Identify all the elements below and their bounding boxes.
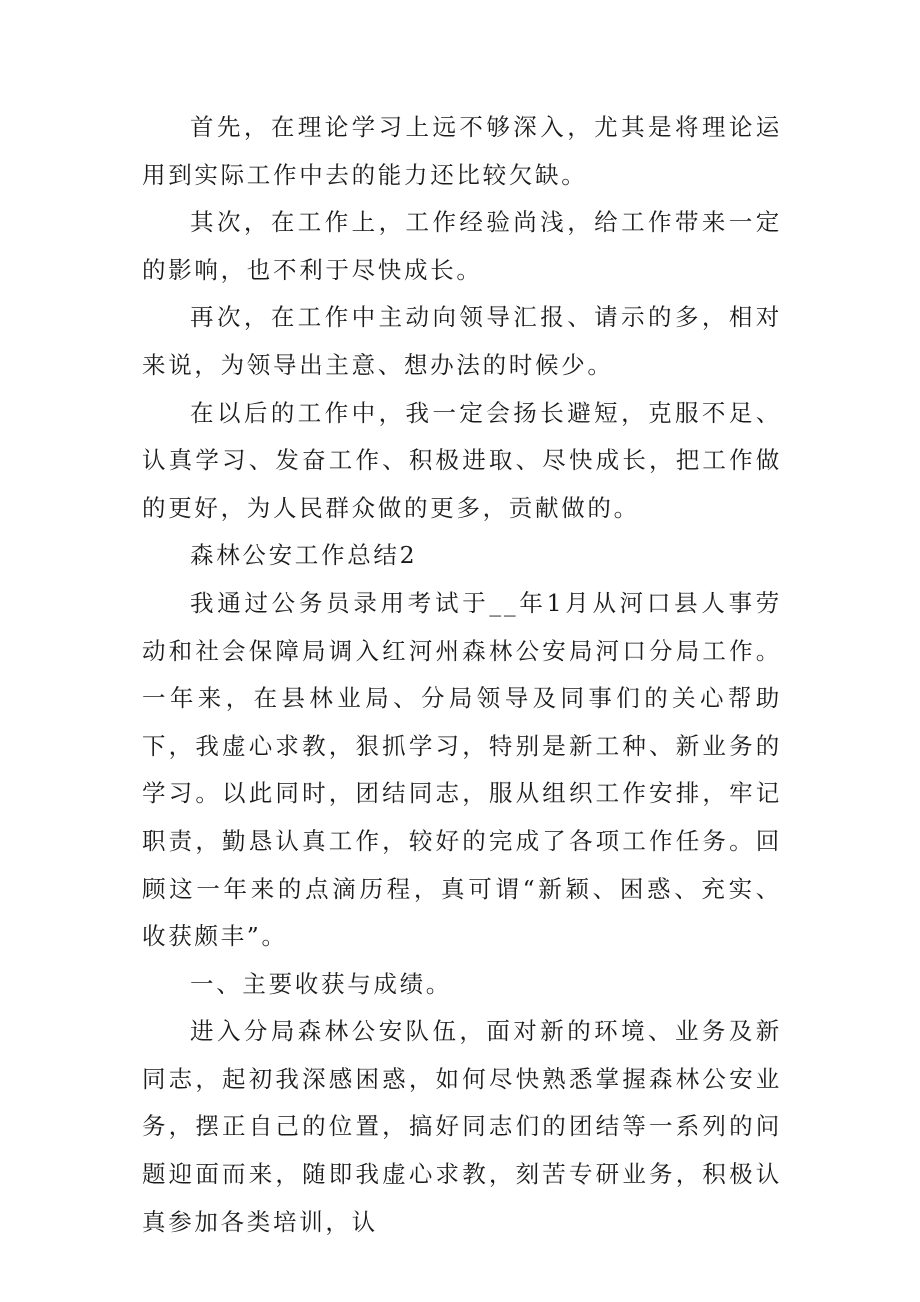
paragraph-second: 其次，在工作上，工作经验尚浅，给工作带来一定的影响，也不利于尽快成长。 (142, 208, 782, 284)
paragraph-third: 再次，在工作中主动向领导汇报、请示的多，相对来说，为领导出主意、想办法的时候少。 (142, 303, 782, 379)
section-title: 森林公安工作总结2 (190, 541, 418, 570)
paragraph-first: 首先，在理论学习上远不够深入，尤其是将理论运用到实际工作中去的能力还比较欠缺。 (142, 113, 782, 189)
subheading: 一、主要收获与成绩。 (190, 969, 452, 998)
paragraph-fourth: 在以后的工作中，我一定会扬长避短，克服不足、认真学习、发奋工作、积极进取、尽快成长，把工作做的更好，为人民群众做的更多，贡献做的。 (142, 398, 782, 522)
document-body (142, 104, 782, 1246)
final-paragraph: 进入分局森林公安队伍，面对新的环境、业务及新同志，起初我深感困惑，如何尽快熟悉掌握森林公安业务，摆正自己的位置，搞好同志们的团结等一系列的问题迎面而来，随即我虚心求教，刻苦专研业务，积极认真参加各类培训，认 (142, 1017, 782, 1236)
section-paragraph: 我通过公务员录用考试于__年1月从河口县人事劳动和社会保障局调入红河州森林公安局河口分局工作。一年来，在县林业局、分局领导及同事们的关心帮助下，我虚心求教，狠抓学习，特别是新工种、新业务的学习。以此同时，团结同志，服从组织工作安排，牢记职责，勤恳认真工作，较好的完成了各项工作任务。回顾这一年来的点滴历程，真可谓“新颖、困惑、充实、收获颇丰”。 (142, 588, 782, 951)
